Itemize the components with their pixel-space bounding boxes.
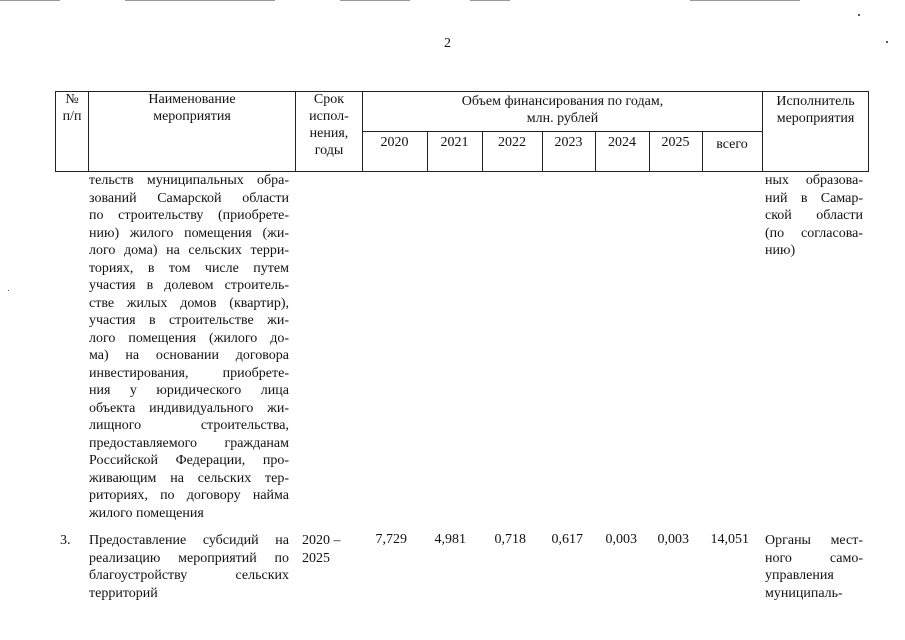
text-line: ма) на основании договора [89, 348, 289, 363]
row3-value-2020: 7,729 [375, 532, 407, 547]
continuation-name [89, 172, 289, 522]
scan-speck [8, 290, 9, 291]
text-line: ных образова- [765, 173, 863, 188]
text-line: участия в долевом строитель- [89, 278, 289, 293]
text-line: ний в Самар- [765, 190, 863, 206]
text-line: инвестирования, приобрете- [89, 365, 289, 381]
row3-name [89, 532, 289, 602]
header-year: 2021 [440, 135, 469, 150]
text-line: ния у юридического лица [89, 383, 289, 398]
row3-executor [765, 532, 863, 602]
text-line: нию) [765, 243, 796, 258]
header-year: 2024 [608, 135, 636, 150]
scan-edge-line [340, 0, 410, 1]
header-executor: Исполнитель мероприятия [776, 94, 855, 126]
text-line: зований Самарской области [89, 190, 289, 206]
row3-value-2023: 0,617 [551, 532, 583, 547]
scan-edge-line [0, 0, 60, 1]
text-line: управления [765, 568, 834, 583]
text-line: тельств муниципальных обра- [89, 173, 289, 188]
text-line: ской области [765, 208, 863, 223]
text-line: 2020 – [302, 533, 341, 548]
text-line: муниципаль- [765, 585, 843, 601]
row3-value-2021: 4,981 [434, 532, 466, 547]
text-line: лищного строительства, [89, 418, 289, 433]
header-num: № п/п [62, 92, 82, 124]
text-line: лого дома) на сельских терри- [89, 243, 289, 258]
text-line: благоустройству сельских [89, 568, 289, 583]
text-line: Российской Федерации, про- [89, 453, 289, 468]
header-year: 2022 [498, 135, 526, 150]
row3-number: 3. [60, 533, 71, 548]
page-number: 2 [444, 36, 451, 51]
scan-edge-line [470, 0, 510, 1]
row3-term [302, 532, 352, 567]
text-line: ного само- [765, 550, 863, 566]
scan-speck [886, 41, 888, 43]
text-line: Органы мест- [765, 533, 863, 548]
row3-value-2022: 0,718 [494, 532, 526, 547]
text-line: стве жилых домов (квартир), [89, 295, 289, 311]
scan-edge-line [690, 0, 800, 1]
text-line: предоставляемого гражданам [89, 435, 289, 451]
scan-speck [858, 14, 860, 16]
text-line: 2025 [302, 550, 330, 566]
header-funding: Объем финансирования по годам, млн. рублей [461, 94, 664, 126]
text-line: риториях, по договору найма [89, 488, 289, 503]
continuation-executor [765, 172, 863, 260]
header-year: 2020 [380, 135, 409, 150]
header-name: Наименование мероприятия [148, 92, 236, 124]
header-term: Срок испол- нения, годы [309, 92, 349, 158]
text-line: (по согласова- [765, 225, 863, 241]
row3-value-total: 14,051 [710, 532, 749, 547]
text-line: нию) жилого помещения (жи- [89, 225, 289, 241]
text-line: территорий [89, 585, 158, 601]
text-line: живающим на сельских тер- [89, 470, 289, 486]
header-year: 2023 [554, 135, 583, 150]
text-line: ториях, в том числе путем [89, 260, 289, 276]
table-header [55, 91, 869, 172]
row3-value-2024: 0,003 [605, 532, 637, 547]
text-line: жилого помещения [89, 505, 204, 521]
scan-edge-line [125, 0, 275, 1]
text-line: лого помещения (жилого до- [89, 330, 289, 346]
header-year-total: всего [716, 137, 748, 152]
text-line: реализацию мероприятий по [89, 550, 289, 566]
text-line: Предоставление субсидий на [89, 533, 289, 548]
row3-value-2025: 0,003 [657, 532, 689, 547]
text-line: объекта индивидуального жи- [89, 400, 289, 416]
text-line: участия в строительстве жи- [89, 313, 289, 328]
header-year: 2025 [661, 135, 690, 150]
text-line: по строительству (приобрете- [89, 208, 289, 223]
